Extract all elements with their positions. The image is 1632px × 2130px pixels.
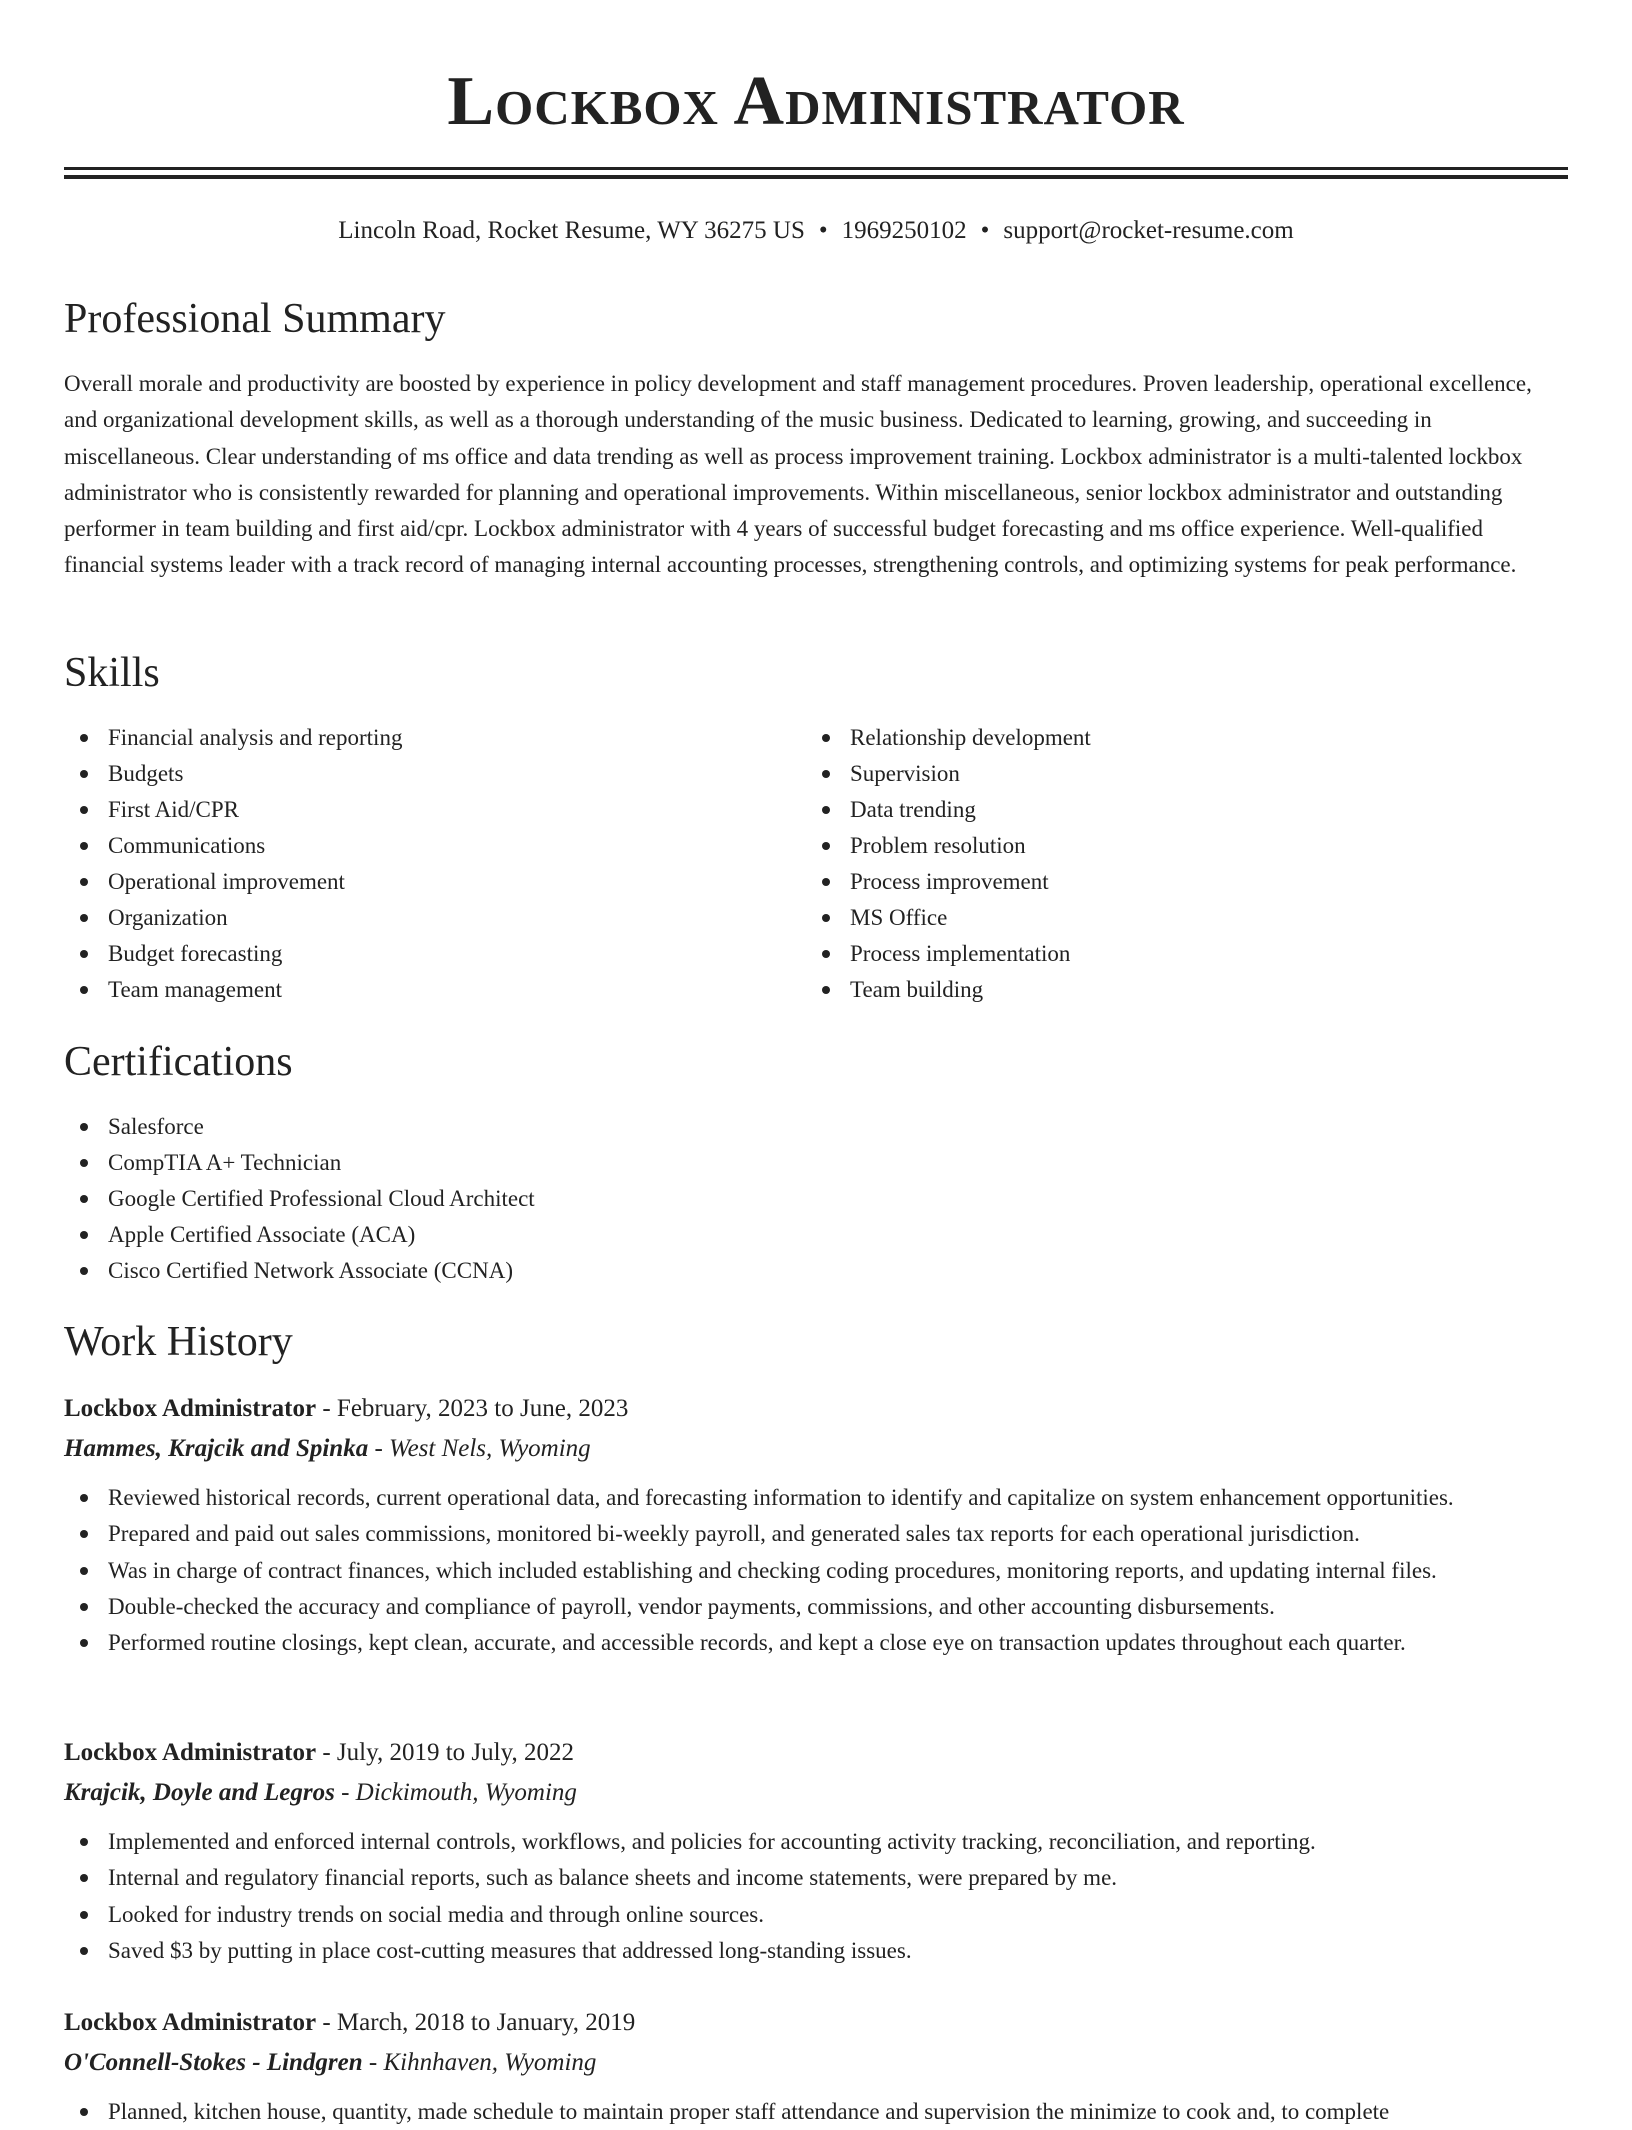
certification-item: Cisco Certified Network Associate (CCNA) bbox=[64, 1253, 1064, 1289]
job-duties-list bbox=[64, 1824, 1568, 1969]
job-duty-item: Implemented and enforced internal controls, workflows, and policies for accounting activity tracking, reconciliation, and reporting. bbox=[64, 1824, 1568, 1860]
skill-item: Relationship development bbox=[806, 720, 1546, 756]
candidate-name: Lockbox Administrator bbox=[447, 63, 1185, 140]
job-duty-item: Looked for industry trends on social media and through online sources. bbox=[64, 1897, 1568, 1933]
job-duty-item: Reviewed historical records, current operational data, and forecasting information to identify and capitalize on system enhancement opportunities. bbox=[64, 1480, 1568, 1516]
job-location: - Kihnhaven, Wyoming bbox=[362, 2049, 597, 2076]
skill-item: Budgets bbox=[64, 756, 804, 792]
job-location: - Dickimouth, Wyoming bbox=[334, 1779, 577, 1806]
summary-heading: Professional Summary bbox=[64, 296, 446, 342]
job-company-line bbox=[64, 1775, 1568, 1811]
skill-item: Budget forecasting bbox=[64, 936, 804, 972]
skill-item: Financial analysis and reporting bbox=[64, 720, 804, 756]
job-entry bbox=[64, 2005, 1568, 2130]
skills-list-left bbox=[64, 720, 804, 1008]
summary-text: Overall morale and productivity are boosted by experience in policy development and staff management procedures. Proven leadership, operational excellence, and organizational development skills, as well as a thorough understanding of the music business. Dedicated to learning, growing, and succeeding in miscellaneous. Clear understanding of ms office and data trending as well as process improvement training. Lockbox administrator is a multi-talented lockbox administrator who is consistently rewarded for planning and operational improvements. Within miscellaneous, senior lockbox administrator and outstanding performer in team building and first aid/cpr. Lockbox administrator with 4 years of successful budget forecasting and ms office experience. Well-qualified financial systems leader with a track record of managing internal accounting processes, strengthening controls, and optimizing systems for peak performance. bbox=[64, 371, 1532, 578]
certification-item: Google Certified Professional Cloud Architect bbox=[64, 1181, 1064, 1217]
contact-address: Lincoln Road, Rocket Resume, WY 36275 US bbox=[338, 217, 805, 244]
skill-item: Operational improvement bbox=[64, 864, 804, 900]
skill-item: Supervision bbox=[806, 756, 1546, 792]
job-duties-list bbox=[64, 2094, 1568, 2130]
skill-item: Process improvement bbox=[806, 864, 1546, 900]
job-company: Krajcik, Doyle and Legros bbox=[64, 1779, 335, 1806]
job-dates: - March, 2018 to January, 2019 bbox=[316, 2009, 636, 2036]
contact-separator: • bbox=[818, 217, 828, 244]
job-company-line bbox=[64, 1431, 1568, 1467]
job-duty-item: Saved $3 by putting in place cost-cutting measures that addressed long-standing issues. bbox=[64, 1933, 1568, 1969]
contact-separator: • bbox=[980, 217, 990, 244]
contact-email: support@rocket-resume.com bbox=[1003, 217, 1294, 244]
job-dates: - February, 2023 to June, 2023 bbox=[316, 1395, 629, 1422]
job-title-line bbox=[64, 1391, 1568, 1427]
skill-item: Communications bbox=[64, 828, 804, 864]
job-title: Lockbox Administrator bbox=[64, 2009, 317, 2036]
skill-item: MS Office bbox=[806, 900, 1546, 936]
job-dates: - July, 2019 to July, 2022 bbox=[316, 1739, 574, 1766]
job-entry bbox=[64, 1735, 1568, 1969]
certification-item: Apple Certified Associate (ACA) bbox=[64, 1217, 1064, 1253]
job-title: Lockbox Administrator bbox=[64, 1395, 317, 1422]
job-company: Hammes, Krajcik and Spinka bbox=[64, 1435, 369, 1462]
job-duty-item: Performed routine closings, kept clean, accurate, and accessible records, and kept a close eye on transaction updates throughout each quarter. bbox=[64, 1625, 1568, 1661]
job-duty-item: Was in charge of contract finances, which included establishing and checking coding procedures, monitoring reports, and updating internal files. bbox=[64, 1553, 1568, 1589]
resume-page bbox=[64, 0, 1568, 2124]
certification-item: Salesforce bbox=[64, 1109, 1064, 1145]
header-rule-bottom bbox=[64, 175, 1568, 179]
skill-item: Process implementation bbox=[806, 936, 1546, 972]
skill-item: Problem resolution bbox=[806, 828, 1546, 864]
job-company-line bbox=[64, 2045, 1568, 2081]
skill-item: Team building bbox=[806, 972, 1546, 1008]
work-history-heading: Work History bbox=[64, 1319, 293, 1365]
job-title: Lockbox Administrator bbox=[64, 1739, 317, 1766]
certification-item: CompTIA A+ Technician bbox=[64, 1145, 1064, 1181]
skill-item: First Aid/CPR bbox=[64, 792, 804, 828]
job-duty-item: Prepared and paid out sales commissions, monitored bi-weekly payroll, and generated sales tax reports for each operational jurisdiction. bbox=[64, 1516, 1568, 1552]
certifications-heading: Certifications bbox=[64, 1039, 293, 1085]
contact-line bbox=[64, 214, 1568, 248]
job-duties-list bbox=[64, 1480, 1568, 1661]
job-title-line bbox=[64, 2005, 1568, 2041]
certifications-list bbox=[64, 1109, 1064, 1289]
job-location: - West Nels, Wyoming bbox=[368, 1435, 591, 1462]
job-entry bbox=[64, 1391, 1568, 1661]
skills-heading: Skills bbox=[64, 650, 160, 696]
skills-list-right bbox=[806, 720, 1546, 1008]
skill-item: Data trending bbox=[806, 792, 1546, 828]
skill-item: Organization bbox=[64, 900, 804, 936]
job-duty-item: Planned, kitchen house, quantity, made schedule to maintain proper staff attendance and supervision the minimize to cook and, to complete bbox=[64, 2094, 1568, 2130]
job-duty-item: Internal and regulatory financial reports, such as balance sheets and income statements, were prepared by me. bbox=[64, 1860, 1568, 1896]
header-rule-top bbox=[64, 167, 1568, 170]
job-title-line bbox=[64, 1735, 1568, 1771]
skill-item: Team management bbox=[64, 972, 804, 1008]
contact-phone: 1969250102 bbox=[841, 217, 967, 244]
job-duty-item: Double-checked the accuracy and compliance of payroll, vendor payments, commissions, and other accounting disbursements. bbox=[64, 1589, 1568, 1625]
job-company: O'Connell-Stokes - Lindgren bbox=[64, 2049, 363, 2076]
